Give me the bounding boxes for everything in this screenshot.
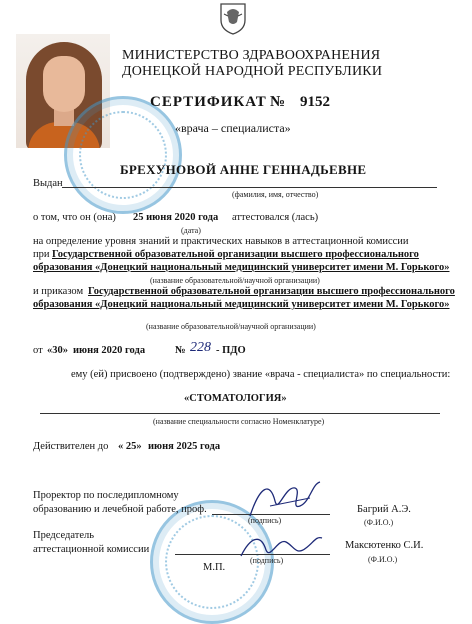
chair-title-line-1: Председатель (33, 530, 95, 541)
attestation-org-line-2: образования «Донецкий национальный медицинский университет имени М. Горького» (33, 262, 450, 273)
order-prefix: и приказом (33, 286, 84, 297)
order-day: «30» (47, 345, 68, 356)
chair-name: Максютенко С.И. (345, 540, 424, 551)
chair-sign-caption: (подпись) (250, 556, 284, 565)
attestation-org-line-1: Государственной образовательной организации высшего профессионального (52, 249, 419, 260)
date-caption: (дата) (181, 226, 201, 235)
ministry-line-1: МИНИСТЕРСТВО ЗДРАВООХРАНЕНИЯ (122, 48, 381, 63)
specialty: «СТОМАТОЛОГИЯ» (184, 393, 287, 404)
order-from-label: от (33, 345, 43, 356)
certificate-subtitle: «врача – специалиста» (175, 121, 291, 135)
ministry-line-2: ДОНЕЦКОЙ НАРОДНОЙ РЕСПУБЛИКИ (122, 64, 383, 79)
attestation-suffix: аттестовался (лась) (232, 212, 319, 223)
assignment-text: ему (ей) присвоено (подтверждено) звание «врача - специалиста» по специальности: (71, 369, 451, 380)
chair-fio-caption: (Ф.И.О.) (368, 555, 398, 564)
certificate-number-sign: № (270, 94, 286, 110)
attestation-date: 25 июня 2020 года (133, 212, 219, 223)
attestation-purpose: на определение уровня знаний и практических навыков в аттестационной комиссии (33, 236, 409, 247)
certificate-title: СЕРТИФИКАТ (150, 94, 267, 110)
official-seal-stamp (64, 96, 182, 214)
attestation-org-caption: (название образовательной/научной организации) (150, 276, 320, 285)
validity-month-year: июня 2025 года (148, 441, 221, 452)
order-number-handwritten: 228 (190, 340, 211, 355)
order-number-suffix: - ПДО (216, 345, 246, 356)
prorector-signature (240, 476, 330, 526)
order-number-sign: № (175, 345, 186, 356)
prorector-title-line-2: образованию и лечебной работе, проф. (33, 504, 207, 515)
order-org-line-2: образования «Донецкий национальный медицинский университет имени М. Горького» (33, 299, 450, 310)
prorector-title-line-1: Проректор по последипломному (33, 490, 179, 501)
validity-day: « 25» (118, 441, 142, 452)
order-org-line-1: Государственной образовательной организации высшего профессионального (88, 286, 455, 297)
chair-signature (236, 526, 326, 566)
order-org-caption: (название образовательной/научной организации) (146, 322, 316, 331)
order-month-year: июня 2020 года (73, 345, 146, 356)
name-caption: (фамилия, имя, отчество) (232, 190, 319, 199)
attestation-prefix: о том, что он (она) (33, 212, 116, 223)
seal-place-label: М.П. (203, 562, 226, 573)
specialty-caption: (название специальности согласно Номенклатуре) (153, 417, 325, 426)
certificate-number: 9152 (300, 94, 330, 110)
attestation-at-prefix: при (33, 249, 50, 260)
validity-label: Действителен до (33, 441, 109, 452)
coat-of-arms-icon (218, 0, 248, 36)
prorector-fio-caption: (Ф.И.О.) (364, 518, 394, 527)
issued-label: Выдан (33, 178, 63, 189)
chair-title-line-2: аттестационной комиссии (33, 544, 150, 555)
prorector-name: Багрий А.Э. (357, 504, 411, 515)
holder-name: БРЕХУНОВОЙ АННЕ ГЕННАДЬЕВНЕ (120, 162, 367, 177)
prorector-sign-caption: (подпись) (248, 516, 282, 525)
